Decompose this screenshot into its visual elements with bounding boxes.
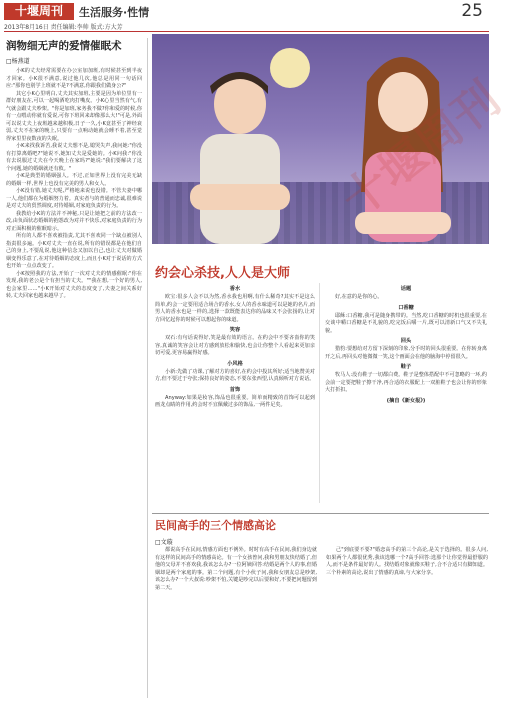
subhead: 话题 (400, 286, 412, 292)
paragraph: 好,在意的是你的心。 (335, 294, 383, 300)
bottom-headline: 民间高手的三个情感高论 (155, 519, 276, 532)
source-credit: (摘自《新女报》) (386, 397, 426, 404)
subhead: 口香糖 (398, 304, 414, 311)
paragraph: 都说高手在民间,情感方面也不例外。时时有高手在民间,我们身边就有这样的民间高手的情感高论。有一个女孩曾问,我和男朋友快结婚了,但他的父母并不喜欢我,我该怎么办?一位阿姨回答:结婚是两个人的事,但婚姻却是两个家庭的事。第二个问题,有个小伙子问,我和女朋友总是吵架,该怎么办?一个大叔说:吵架不怕,关键是吵完以后要和好,不要把问题留到第二天。 (155, 547, 317, 591)
paragraph: 我教给小K的方法并不神秘,只是让她把之前的方法改一改,由负面状态婚姻的抱怨改为对并不快乐,对家庭负责的行为对正面积极的催眠暗示。 (6, 210, 142, 232)
paragraph: 耶稣:口香糖,我可是随身携带的。当然,吃口香糖的时机也很重要,在交谈中嚼口香糖是不礼貌的,吃完饭后嚼一片,既可以清新口气又不失礼貌。 (325, 312, 487, 334)
paragraph: 所有的人都不喜欢被指责,尤其不喜欢同一个缺点被别人指责很多遍。小K对丈夫一直在说,所有的错误都是在他们自己的身上,不要乱说,他这种信念又加以自己,也让丈夫对做婚姻变得乐意了,在对待婚姻的态度上,而且小K对于说话的方式也开始一点点改变了。 (6, 233, 142, 269)
feature-column-1 (155, 283, 315, 410)
couple-illustration (152, 34, 489, 244)
bottom-column-1 (155, 547, 317, 592)
page-header (0, 0, 493, 22)
section-title: 生活服务·性情 (79, 6, 150, 19)
column-divider (319, 283, 320, 503)
subhead: 鞋子 (400, 364, 412, 370)
paragraph: 欧宝:很多人会不以为然,香水我也用啊,有什么稀奇?其实不是这么简单,约会一定要用适合场合的香水,女人的香水味道可以是她的名片,而男人的香水也是一样的,选择一款既能表达你的品味又不会张扬的,让对方回忆起你的时候可以想起你的味道。 (155, 294, 315, 323)
feature-headline: 约会心杀技,人人是大师 (155, 266, 290, 281)
paragraph: 小K按照我的方法,开始了一次对丈夫的情感催眠:"你在发现,我的老公是个有担当的丈夫。""我在想,一个好的男人,也会家里……"小K开始对丈夫的态度变了,夫妻之间关系好转,丈夫回家也越来越早了。 (6, 270, 142, 299)
subhead: 首饰 (229, 386, 241, 393)
issue-line: 2013年8月16日 责任编辑:李帅 版式:方大芳 (4, 24, 123, 31)
paragraph: Anyway:如果是妆容,饰品也很重要。简单而精致的首饰可以起到画龙点睛的作用,约会时不宜佩戴过多的饰品,一两件足矣。 (155, 394, 315, 408)
paragraph: 其它小K心里明白,丈夫其实加班,主要是因为单位里有一群好朋友在,可以一起喝酒吃肉打嘴皮。小K心里当然有气,有气就会跟丈夫吵架。"你是加班,家务我不做?你和爱的时候,你有一点喂动你就有爱说,可你下班回来却像那么大!"可是,外面可以说丈夫上夜班越来越积极,日子一久,小K竟甚至了神经衰弱,丈夫不在家的晚上,只要有一点响动她就会睡不着,甚至觉得家里里夜数夜的失眠。 (6, 90, 142, 142)
man-figure (180, 64, 300, 244)
paragraph: 己"到底要不要?"婚恋高手的第三个高论,是关于选择的。很多人问,如果两个人都很优秀,我该选哪一个?高手回答:选那个让你觉得最舒服的人,而不是条件最好的人。找结婚对象就像买鞋子,合不合适只有脚知道。三个朴素的高论,说出了情感的真谛,与大家分享。 (326, 547, 488, 576)
paragraph: 猎豹:要想给对方留下深刻的印象,分手时的回头很重要。在你转身离开之后,再回头对他微微一笑,这个画面会在他的脑海中停留很久。 (325, 346, 487, 360)
section-divider (152, 513, 489, 514)
paragraph: 小K的丈夫经常需要在办公室加加班,有时候甚至到半夜才回家。小K很不满意,说过他几次,他总是用同一句话回应:"那你也别学上班就不是?不满意,你跟我们做身公?" (6, 68, 142, 89)
bottom-column-2 (326, 547, 488, 577)
left-article-byline: □杨燕道 (6, 58, 30, 65)
bottom-byline: □文璇 (155, 539, 173, 546)
left-article (6, 40, 142, 301)
subhead: 回头 (400, 338, 412, 344)
paragraph: 小K来找我诉苦,我说丈夫想不是,媳哭失声,我问她:"你没有打算离婚吧?"她说不,她知丈夫是爱她的。小K问我:"你没有去说服过丈夫在今天晚上在家吗?"她说:"我们要解决了这个问题,她的婚姻就还有救。" (6, 143, 142, 172)
page-number: 25 (461, 1, 483, 21)
paragraph: 小新:先做了功课,了解对方的喜好,在约会中投其所好;适当地赞美对方,但不要过于夸张;保持良好的姿态,不要东张西望,认真倾听对方说话。 (155, 368, 315, 382)
header-rule (4, 31, 489, 32)
column-divider (147, 38, 148, 698)
woman-figure (347, 42, 457, 242)
paragraph: 小K是典型的婚姻强人。不过,正如世界上没有完美无缺的婚姻一样,世界上也没有完美的男人和女人。 (6, 173, 142, 187)
subhead: 香水 (229, 286, 241, 292)
feature-column-2 (325, 283, 487, 406)
paragraph: 小K没有错,她丈夫呢,严格地来说也没错。不管夫妻中哪一人,他们都在为婚姻努力着。真实者与的普通而忠诚,很难说是对丈夫的贸然调度,对待婚姻,对家庭负责的行为。 (6, 188, 142, 209)
subhead: 笑容 (229, 327, 241, 333)
subhead: 小风格 (227, 360, 243, 367)
paragraph: 牧马人:没有鞋子一切都白费。鞋子是整体搭配中不可忽略的一环,约会前一定要把鞋子擦干净,再合适的衣服配上一双脏鞋子也会让你的形象大打折扣。 (325, 372, 487, 393)
paragraph: 双石:有句话说得好,笑是最有效的语言。在约会中不要吝啬你的笑容,真诚的笑容会让对方感到放松和愉快,也会让你整个人看起来更加亲切可爱,更容易赢得好感。 (155, 335, 315, 356)
left-article-title: 润物细无声的爱情催眠术 (6, 40, 122, 52)
masthead: 十堰周刊 (4, 3, 74, 20)
